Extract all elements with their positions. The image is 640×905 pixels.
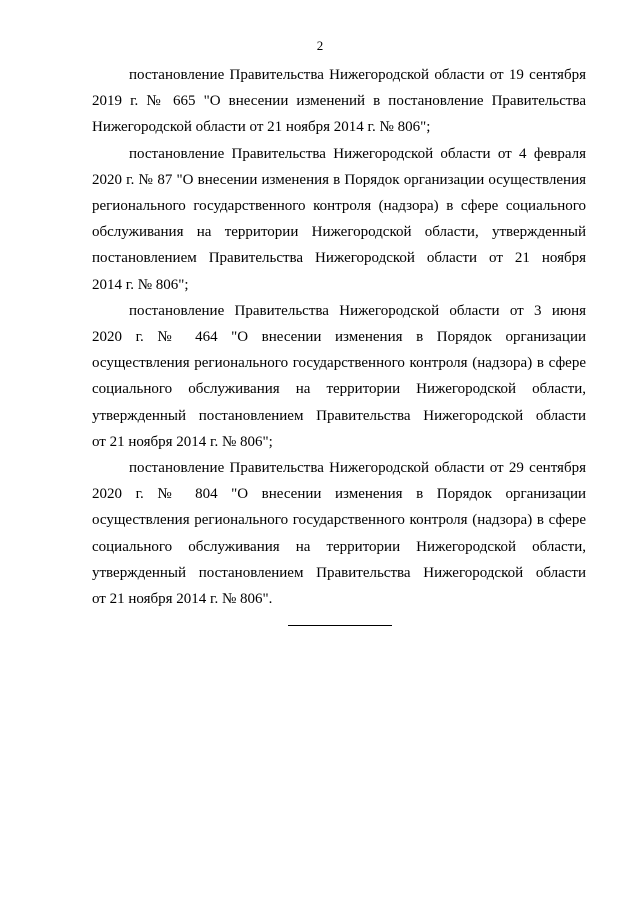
text-line: 2020 г. № 464 "О внесении изменения в Порядок организации xyxy=(92,329,586,346)
text-line: осуществления регионального государственного контроля (надзора) в сфере xyxy=(92,355,586,372)
text-line: 2020 г. № 804 "О внесении изменения в Порядок организации xyxy=(92,486,586,503)
text-line: 2020 г. № 87 "О внесении изменения в Порядок организации осуществления xyxy=(92,171,586,188)
text-line: утвержденный постановлением Правительства Нижегородской области xyxy=(92,564,586,581)
text-line: регионального государственного контроля (надзора) в сфере социального xyxy=(92,198,586,215)
text-line: обслуживания на территории Нижегородской области, утвержденный xyxy=(92,224,586,241)
text-line: постановление Правительства Нижегородской области от 19 сентября xyxy=(129,67,586,83)
paragraph-resolution-804 xyxy=(92,455,586,612)
text-line: Нижегородской области от 21 ноября 2014 г. № 806"; xyxy=(92,119,431,136)
text-line: постановление Правительства Нижегородской области от 4 февраля xyxy=(129,145,586,162)
text-line: постановлением Правительства Нижегородской области от 21 ноября xyxy=(92,250,586,267)
text-line: социального обслуживания на территории Нижегородской области, xyxy=(92,381,586,398)
text-line: 2014 г. № 806"; xyxy=(92,276,189,293)
text-line: от 21 ноября 2014 г. № 806". xyxy=(92,591,273,608)
text-line: постановление Правительства Нижегородской области от 29 сентября xyxy=(129,460,586,477)
text-line: от 21 ноября 2014 г. № 806"; xyxy=(92,433,273,450)
text-line: социального обслуживания на территории Нижегородской области, xyxy=(92,538,586,555)
end-separator-line xyxy=(288,625,392,626)
page-number: 2 xyxy=(316,38,324,53)
text-line: постановление Правительства Нижегородской области от 3 июня xyxy=(129,302,586,319)
text-line: осуществления регионального государственного контроля (надзора) в сфере xyxy=(92,512,586,529)
paragraph-resolution-87 xyxy=(92,141,586,298)
paragraph-resolution-665 xyxy=(92,62,586,141)
paragraph-resolution-464 xyxy=(92,298,586,455)
text-line: 2019 г. № 665 "О внесении изменений в постановление Правительства xyxy=(92,93,586,110)
text-line: утвержденный постановлением Правительства Нижегородской области xyxy=(92,407,586,424)
document-body xyxy=(92,62,586,612)
